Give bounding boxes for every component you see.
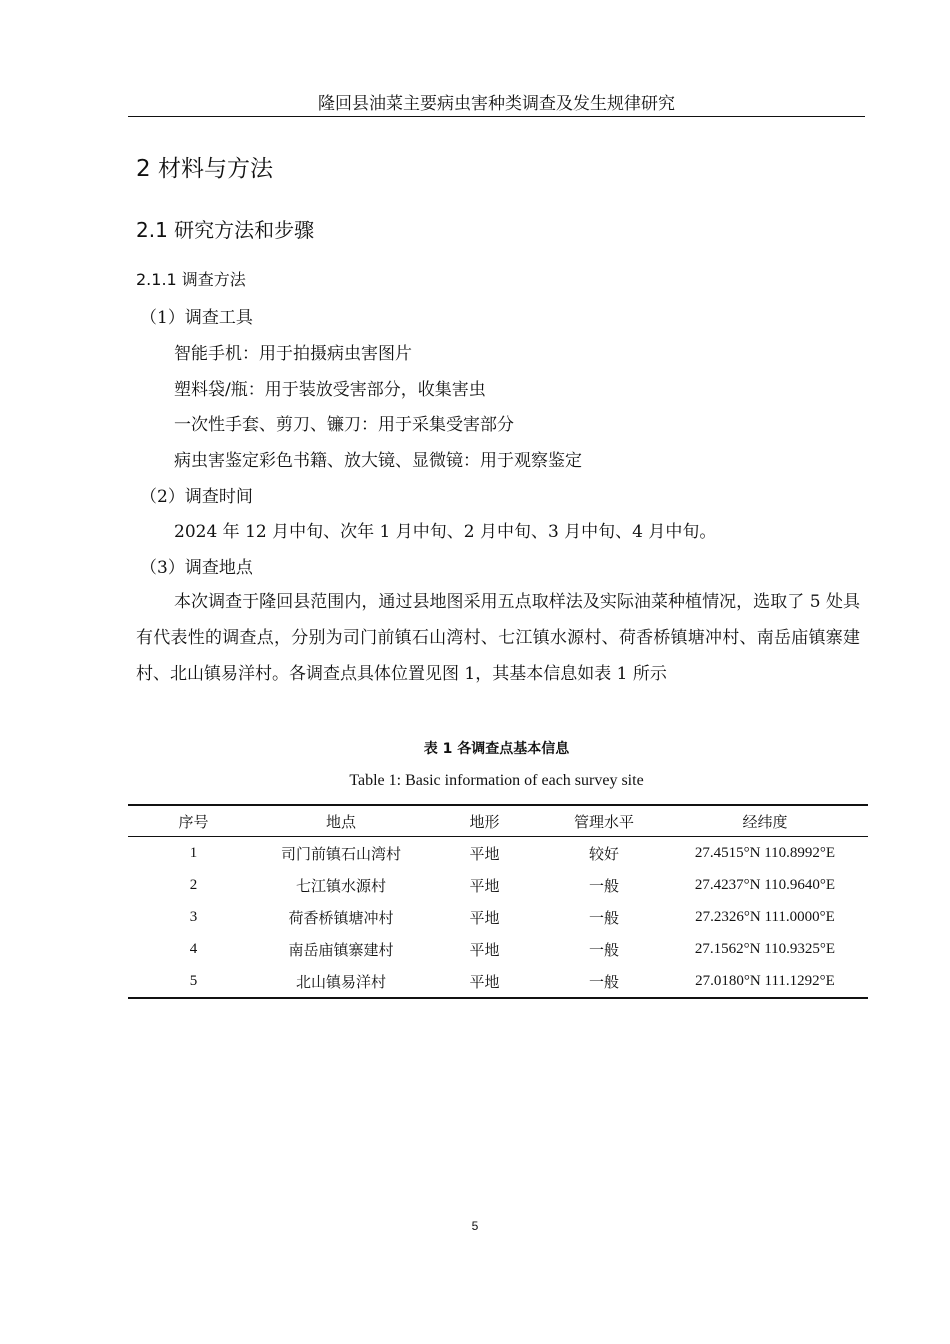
cell-management: 一般 <box>588 876 619 895</box>
cell-management: 一般 <box>588 940 619 959</box>
table-caption-en: Table 1: Basic information of each survey site <box>349 772 644 789</box>
col-header-site: 地点 <box>325 812 356 831</box>
survey-site-table <box>128 804 868 999</box>
cell-site: 荷香桥镇塘冲村 <box>288 908 394 927</box>
cell-site: 南岳庙镇寨建村 <box>288 940 394 959</box>
table-row <box>128 933 868 965</box>
cell-terrain: 平地 <box>469 844 500 863</box>
cell-coordinates: 27.0180°N 111.1292°E <box>695 972 835 989</box>
cell-coordinates: 27.4237°N 110.9640°E <box>694 876 836 893</box>
tool-item: 一次性手套、剪刀、镰刀：用于采集受害部分 <box>174 415 514 435</box>
table-row <box>128 901 868 933</box>
col-header-coordinates: 经纬度 <box>742 812 788 831</box>
cell-index: 3 <box>189 908 198 925</box>
section-heading: 2 材料与方法 <box>136 156 273 182</box>
cell-terrain: 平地 <box>469 876 500 895</box>
cell-index: 1 <box>189 844 198 861</box>
location-label: （3）调查地点 <box>140 558 253 578</box>
cell-management: 较好 <box>588 844 619 863</box>
time-text: 2024 年 12 月中旬、次年 1 月中旬、2 月中旬、3 月中旬、4 月中旬。 <box>174 522 717 542</box>
tool-item: 智能手机：用于拍摄病虫害图片 <box>174 344 412 364</box>
location-paragraph: 本次调查于隆回县范围内，通过县地图采用五点取样法及实际油菜种植情况，选取了 5 处具有代表性的调查点，分别为司门前镇石山湾村、七江镇水源村、荷香桥镇塘冲村、南岳庙镇寨建村、北山镇易洋村。各调查点具体位置见图 1，其基本信息如表 1 所示 <box>136 592 860 684</box>
cell-coordinates: 27.2326°N 111.0000°E <box>695 908 835 925</box>
subsubsection-heading: 2.1.1 调查方法 <box>136 270 246 289</box>
cell-terrain: 平地 <box>469 908 500 927</box>
subsection-heading: 2.1 研究方法和步骤 <box>136 218 315 242</box>
cell-management: 一般 <box>588 972 619 991</box>
page-number: 5 <box>471 1219 479 1233</box>
col-header-index: 序号 <box>178 812 209 831</box>
running-header: 隆回县油菜主要病虫害种类调查及发生规律研究 <box>128 92 865 117</box>
cell-site: 司门前镇石山湾村 <box>280 844 401 863</box>
table-row <box>128 837 868 870</box>
cell-index: 2 <box>189 876 198 893</box>
col-header-management: 管理水平 <box>573 812 634 831</box>
tool-item: 病虫害鉴定彩色书籍、放大镜、显微镜：用于观察鉴定 <box>174 451 582 471</box>
cell-management: 一般 <box>588 908 619 927</box>
col-header-terrain: 地形 <box>469 812 500 831</box>
cell-terrain: 平地 <box>469 940 500 959</box>
cell-site: 北山镇易洋村 <box>295 972 386 991</box>
cell-terrain: 平地 <box>469 972 500 991</box>
cell-index: 4 <box>189 940 198 957</box>
table-row <box>128 869 868 901</box>
table-row <box>128 965 868 998</box>
table-caption-cn: 表 1 各调查点基本信息 <box>423 741 570 757</box>
cell-index: 5 <box>189 972 198 989</box>
cell-coordinates: 27.4515°N 110.8992°E <box>694 844 836 861</box>
table-header-row <box>128 805 868 837</box>
cell-coordinates: 27.1562°N 110.9325°E <box>694 940 836 957</box>
time-label: （2）调查时间 <box>140 487 253 507</box>
tools-label: （1）调查工具 <box>140 308 253 328</box>
cell-site: 七江镇水源村 <box>295 876 386 895</box>
tool-item: 塑料袋/瓶：用于装放受害部分，收集害虫 <box>174 380 486 400</box>
